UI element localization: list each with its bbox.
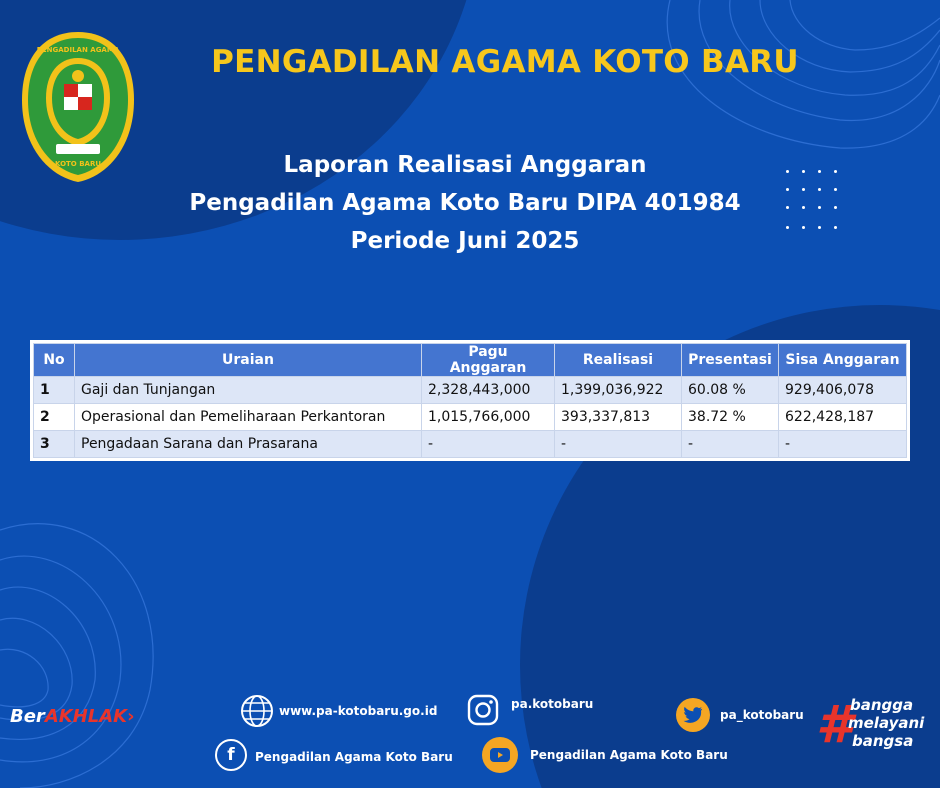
youtube-icon <box>482 737 518 773</box>
berakhlak-text-ber: Ber <box>10 706 45 727</box>
table-header-row <box>34 344 907 377</box>
column-header-sisa: Sisa Anggaran <box>779 344 907 377</box>
report-title-line-2: Pengadilan Agama Koto Baru DIPA 401984 <box>189 190 741 216</box>
svg-text:PENGADILAN AGAMA: PENGADILAN AGAMA <box>36 46 120 54</box>
cell-no: 3 <box>34 431 75 458</box>
cell-uraian: Pengadaan Sarana dan Prasarana <box>75 431 422 458</box>
website-link[interactable] <box>240 694 437 728</box>
instagram-text: pa.kotobaru <box>511 697 594 711</box>
budget-table <box>33 343 907 458</box>
facebook-link[interactable] <box>215 739 453 771</box>
cell-sisa: 929,406,078 <box>779 377 907 404</box>
cell-realisasi: 1,399,036,922 <box>555 377 682 404</box>
instagram-icon <box>466 693 500 727</box>
twitter-link[interactable] <box>676 698 804 732</box>
twitter-icon <box>676 698 710 732</box>
cell-no: 1 <box>34 377 75 404</box>
cell-realisasi: 393,337,813 <box>555 404 682 431</box>
cell-presentasi: - <box>682 431 779 458</box>
cell-pagu: - <box>422 431 555 458</box>
column-header-pagu: Pagu Anggaran <box>422 344 555 377</box>
svg-text:KOTO BARU: KOTO BARU <box>54 160 102 168</box>
facebook-text: Pengadilan Agama Koto Baru <box>255 750 453 764</box>
youtube-link[interactable] <box>482 737 728 773</box>
report-title-line-3: Periode Juni 2025 <box>350 228 580 254</box>
facebook-icon: f <box>215 739 247 771</box>
instagram-link[interactable] <box>466 693 593 727</box>
cell-no: 2 <box>34 404 75 431</box>
column-header-presentasi: Presentasi <box>682 344 779 377</box>
berakhlak-text-akhlak: AKHLAK <box>44 706 128 727</box>
cell-presentasi: 60.08 % <box>682 377 779 404</box>
globe-icon <box>240 694 274 728</box>
page-title: PENGADILAN AGAMA KOTO BARU <box>211 44 799 80</box>
youtube-text: Pengadilan Agama Koto Baru <box>530 748 728 762</box>
table-row <box>34 431 907 458</box>
table-row <box>34 404 907 431</box>
svg-text:#: # <box>816 695 853 754</box>
column-header-uraian: Uraian <box>75 344 422 377</box>
report-title-line-1: Laporan Realisasi Anggaran <box>283 152 647 178</box>
twitter-text: pa_kotobaru <box>720 708 804 722</box>
cell-sisa: 622,428,187 <box>779 404 907 431</box>
cell-pagu: 2,328,443,000 <box>422 377 555 404</box>
berakhlak-logo: BerAKHLAK› <box>10 706 135 727</box>
table-row <box>34 377 907 404</box>
bangga-melayani-bangsa-logo <box>814 694 934 754</box>
svg-text:bangga: bangga <box>850 696 914 714</box>
cell-uraian: Gaji dan Tunjangan <box>75 377 422 404</box>
column-header-realisasi: Realisasi <box>555 344 682 377</box>
report-title <box>140 146 790 260</box>
svg-text:bangsa: bangsa <box>852 732 914 750</box>
cell-presentasi: 38.72 % <box>682 404 779 431</box>
svg-text:melayani: melayani <box>848 714 925 732</box>
column-header-no: No <box>34 344 75 377</box>
cell-realisasi: - <box>555 431 682 458</box>
cell-sisa: - <box>779 431 907 458</box>
website-text: www.pa-kotobaru.go.id <box>279 704 438 718</box>
cell-uraian: Operasional dan Pemeliharaan Perkantoran <box>75 404 422 431</box>
cell-pagu: 1,015,766,000 <box>422 404 555 431</box>
